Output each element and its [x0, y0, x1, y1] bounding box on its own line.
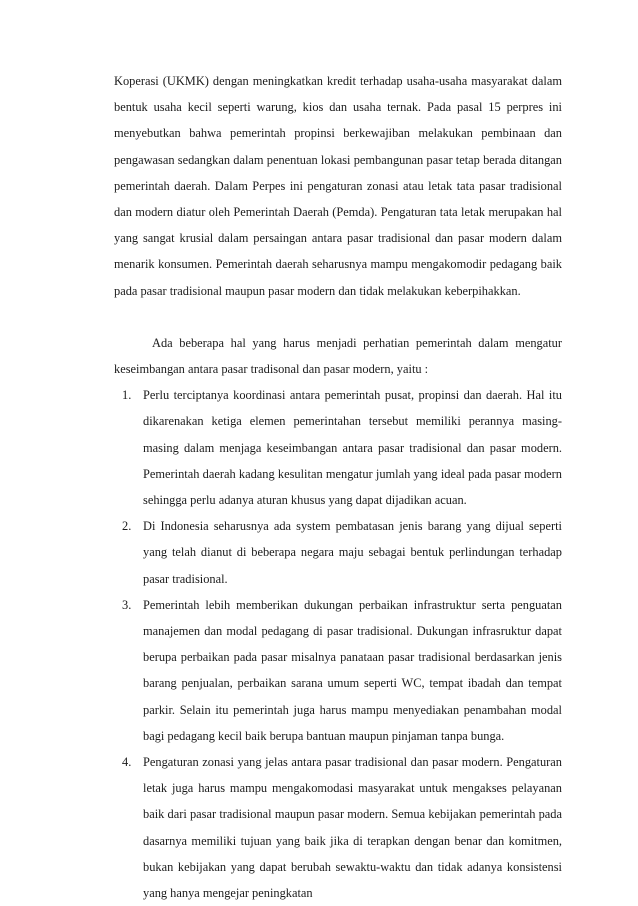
list-item-text: Di Indonesia seharusnya ada system pembatasan jenis barang yang dijual seperti yang telah dianut di beberapa negara maju sebagai bentuk perlindungan terhadap pasar tradisional. — [143, 519, 562, 586]
body-paragraph-2: Ada beberapa hal yang harus menjadi perhatian pemerintah dalam mengatur keseimbangan antara pasar tradisonal dan pasar modern, yaitu : — [114, 335, 562, 377]
list-item-number: 3. — [122, 597, 132, 612]
list-item-number: 4. — [122, 755, 132, 770]
list-item-text: Pemerintah lebih memberikan dukungan perbaikan infrastruktur serta penguatan manajemen dan modal pedagang di pasar tradisional. Dukungan infrasruktur dapat berupa perbaikan pada pasar misalnya panataan pasar tradisional berdasarkan jenis barang penjualan, perbaikan sarana umum seperti WC, tempat ibadah dan tempat parkir. Selain itu pemerintah juga harus mampu menyediakan penambahan modal bagi pedagang kecil baik berupa bantuan maupun pinjaman tanpa bunga. — [143, 597, 562, 743]
numbered-list — [114, 382, 562, 906]
list-item — [114, 592, 562, 749]
list-item-text: Perlu terciptanya koordinasi antara pemerintah pusat, propinsi dan daerah. Hal itu dikarenakan ketiga elemen pemerintahan tersebut memiliki perannya masing-masing dalam menjaga keseimbangan antara pasar tradisional dan pasar modern. Pemerintah daerah kadang kesulitan mengatur jumlah yang ideal pada pasar modern sehingga perlu adanya aturan khusus yang dapat dijadikan acuan. — [143, 388, 562, 508]
document-body — [114, 68, 562, 906]
list-item — [114, 513, 562, 592]
list-item-number: 1. — [122, 388, 132, 403]
list-item — [114, 382, 562, 513]
list-item — [114, 749, 562, 906]
list-item-text: Pengaturan zonasi yang jelas antara pasar tradisional dan pasar modern. Pengaturan letak juga harus mampu mengakomodasi masyarakat untuk mengakses pelayanan baik dari pasar tradisional maupun pasar modern. Semua kebijakan pemerintah pada dasarnya memiliki tujuan yang baik jika di terapkan dengan benar dan komitmen, bukan kebijakan yang dapat berubah sewaktu-waktu dan tidak adanya konsistensi yang hanya mengejar peningkatan — [143, 755, 562, 901]
body-paragraph-1: Koperasi (UKMK) dengan meningkatkan kredit terhadap usaha-usaha masyarakat dalam bentuk usaha kecil seperti warung, kios dan usaha ternak. Pada pasal 15 perpres ini menyebutkan bahwa pemerintah propinsi berkewajiban melakukan pembinaan dan pengawasan sedangkan dalam penentuan lokasi pembangunan pasar tetap berada ditangan pemerintah daerah. Dalam Perpes ini pengaturan zonasi atau letak tata pasar tradisional dan modern diatur oleh Pemerintah Daerah (Pemda). Pengaturan tata letak merupakan hal yang sangat krusial dalam persaingan antara pasar tradisional dan pasar modern dalam menarik konsumen. Pemerintah daerah seharusnya mampu mengakomodir pedagang baik pada pasar tradisional maupun pasar modern dan tidak melakukan keberpihakkan. — [114, 74, 562, 298]
list-item-number: 2. — [122, 519, 132, 534]
